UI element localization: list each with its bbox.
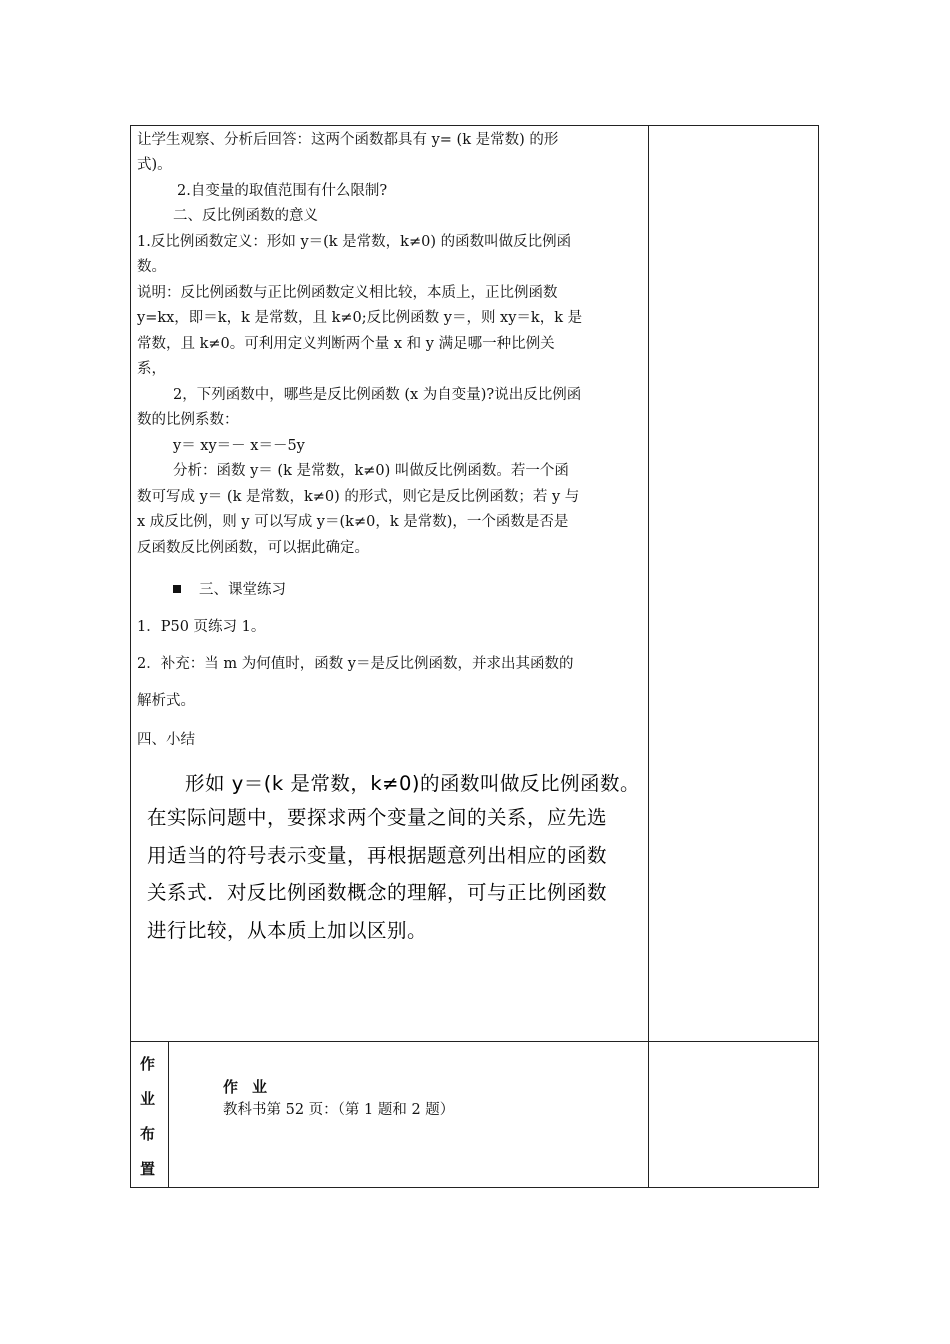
summary-line: 进行比较，从本质上加以区别。 bbox=[147, 919, 428, 942]
homework-label-char: 置 bbox=[140, 1160, 156, 1178]
homework-label-char: 业 bbox=[140, 1090, 156, 1108]
exercise-2: 2．补充：当 m 为何值时，函数 y＝是反比例函数，并求出其函数的 bbox=[137, 656, 574, 672]
text-line: 2.自变量的取值范围有什么限制? bbox=[177, 183, 388, 199]
summary-line: 关系式．对反比例函数概念的理解，可与正比例函数 bbox=[147, 881, 608, 904]
homework-content: 教科书第 52 页：（第 1 题和 2 题） bbox=[223, 1102, 455, 1118]
text-line: y＝ xy＝－ x＝－5y bbox=[173, 438, 305, 454]
homework-label-char: 布 bbox=[140, 1125, 156, 1143]
text-line: 式)。 bbox=[137, 157, 172, 173]
text-line: 1.反比例函数定义：形如 y＝(k 是常数，k≠0) 的函数叫做反比例函 bbox=[137, 234, 572, 250]
heading-section-4: 四、小结 bbox=[137, 732, 195, 748]
text-line: y=kx，即＝k，k 是常数，且 k≠0;反比例函数 y＝，则 xy＝k，k 是 bbox=[137, 310, 583, 326]
text-line: 数可写成 y＝ (k 是常数，k≠0) 的形式，则它是反比例函数；若 y 与 bbox=[137, 489, 580, 505]
square-bullet-icon bbox=[173, 585, 181, 593]
heading-section-2: 二、反比例函数的意义 bbox=[173, 208, 318, 224]
homework-title: 作业 bbox=[223, 1078, 282, 1096]
text-line: 说明：反比例函数与正比例函数定义相比较，本质上，正比例函数 bbox=[137, 285, 558, 301]
row-divider bbox=[131, 1041, 818, 1042]
summary-line: 形如 y＝(k 是常数，k≠0)的函数叫做反比例函数。 bbox=[185, 772, 640, 795]
text-line: 反函数反比例函数，可以据此确定。 bbox=[137, 540, 369, 556]
lesson-table bbox=[130, 125, 819, 1188]
label-column-divider bbox=[168, 1041, 169, 1187]
exercise-2-cont: 解析式。 bbox=[137, 693, 195, 709]
section-3-label: 三、课堂练习 bbox=[199, 582, 286, 598]
heading-section-3 bbox=[173, 580, 286, 600]
text-line: x 成反比例，则 y 可以写成 y＝(k≠0，k 是常数)，一个函数是否是 bbox=[137, 514, 569, 530]
text-line: 分析：函数 y＝ (k 是常数，k≠0) 叫做反比例函数。若一个函 bbox=[173, 463, 569, 479]
homework-label-char: 作 bbox=[140, 1055, 156, 1073]
summary-line: 用适当的符号表示变量，再根据题意列出相应的函数 bbox=[147, 844, 608, 867]
text-line: 系， bbox=[137, 361, 166, 377]
text-line: 让学生观察、分析后回答：这两个函数都具有 y= (k 是常数) 的形 bbox=[137, 132, 559, 148]
text-line: 常数，且 k≠0。可利用定义判断两个量 x 和 y 满足哪一种比例关 bbox=[137, 336, 555, 352]
summary-line: 在实际问题中，要探求两个变量之间的关系，应先选 bbox=[147, 806, 608, 829]
text-line: 2，下列函数中，哪些是反比例函数 (x 为自变量)?说出反比例函 bbox=[173, 387, 582, 403]
text-line: 数。 bbox=[137, 259, 166, 275]
exercise-1: 1．P50 页练习 1。 bbox=[137, 619, 266, 635]
column-divider bbox=[648, 126, 649, 1187]
text-line: 数的比例系数： bbox=[137, 412, 239, 428]
